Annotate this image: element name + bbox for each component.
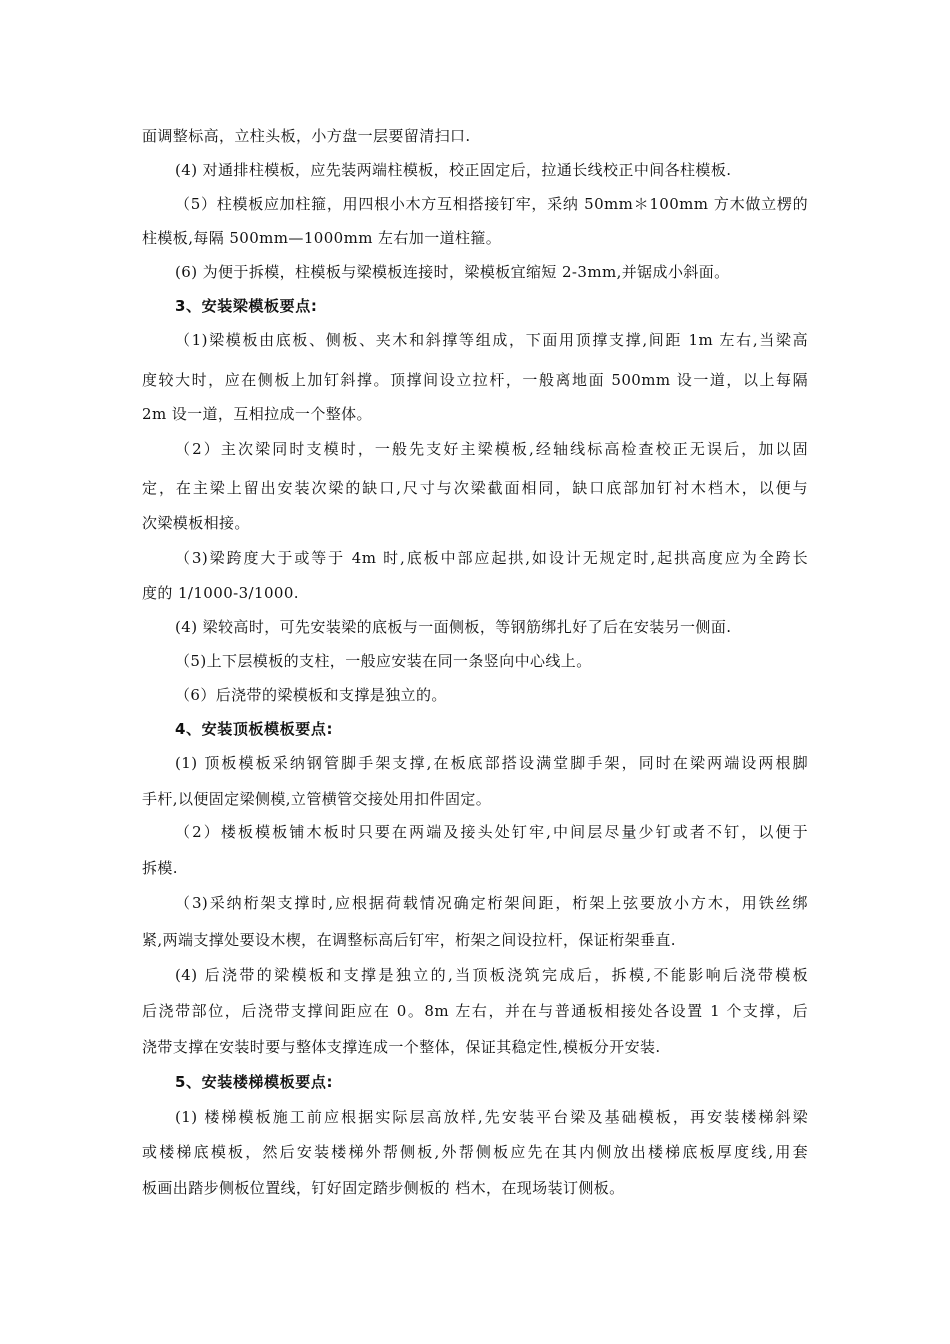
text-line: (4) 后浇带的梁模板和支撑是独立的,当顶板浇筑完成后，拆模,不能影响后浇带模板 (175, 966, 808, 984)
text-line: 柱模板,每隔 500mm—1000mm 左右加一道柱箍。 (142, 229, 502, 247)
text-line: 后浇带部位，后浇带支撑间距应在 0。8m 左右，并在与普通板相接处各设置 1 个支撑，后 (142, 1002, 808, 1020)
section-heading: 4、安装顶板模板要点: (175, 720, 334, 738)
text-line: （2）主次梁同时支模时，一般先支好主梁模板,经轴线标高检查校正无误后，加以固 (175, 440, 808, 458)
text-line: 定，在主梁上留出安装次梁的缺口,尺寸与次梁截面相同，缺口底部加钉衬木档木，以便与 (142, 479, 808, 497)
text-line: 板画出踏步侧板位置线，钉好固定踏步侧板的 档木，在现场装订侧板。 (142, 1179, 625, 1197)
text-line: 手杆,以便固定梁侧模,立管横管交接处用扣件固定。 (142, 790, 492, 808)
section-heading: 3、安装梁模板要点: (175, 297, 318, 315)
text-line: 拆模. (142, 859, 178, 877)
text-line: (6) 为便于拆模，柱模板与梁模板连接时，梁模板宜缩短 2-3mm,并锯成小斜面。 (175, 263, 730, 281)
text-line: 或楼梯底模板，然后安装楼梯外帮侧板,外帮侧板应先在其内侧放出楼梯底板厚度线,用套 (142, 1143, 808, 1161)
text-line: （3)梁跨度大于或等于 4m 时,底板中部应起拱,如设计无规定时,起拱高度应为全跨长 (175, 549, 808, 567)
text-line: (1) 顶板模板采纳钢管脚手架支撑,在板底部搭设满堂脚手架，同时在梁两端设两根脚 (175, 754, 808, 772)
text-line: （1)梁模板由底板、侧板、夹木和斜撑等组成，下面用顶撑支撑,间距 1m 左右,当梁高 (175, 331, 808, 349)
text-line: (1) 楼梯模板施工前应根据实际层高放样,先安装平台梁及基础模板，再安装楼梯斜梁 (175, 1108, 808, 1126)
text-line: 紧,两端支撑处要设木楔，在调整标高后钉牢，桁架之间设拉杆，保证桁架垂直. (142, 931, 676, 949)
text-line: （3)采纳桁架支撑时,应根据荷载情况确定桁架间距，桁架上弦要放小方木，用铁丝绑 (175, 894, 808, 912)
text-line: （2）楼板模板铺木板时只要在两端及接头处钉牢,中间层尽量少钉或者不钉，以便于 (175, 823, 808, 841)
text-line: 2m 设一道，互相拉成一个整体。 (142, 405, 372, 423)
text-line: （5)上下层模板的支柱，一般应安装在同一条竖向中心线上。 (175, 652, 592, 670)
text-line: 浇带支撑在安装时要与整体支撑连成一个整体，保证其稳定性,模板分开安装. (142, 1038, 661, 1056)
text-line: (4) 梁较高时，可先安装梁的底板与一面侧板，等钢筋绑扎好了后在安装另一侧面. (175, 618, 732, 636)
section-heading: 5、安装楼梯模板要点: (175, 1073, 334, 1091)
text-line: 度较大时，应在侧板上加钉斜撑。顶撑间设立拉杆，一般离地面 500mm 设一道，以上每隔 (142, 371, 808, 389)
text-line: 面调整标高，立柱头板，小方盘一层要留清扫口. (142, 127, 471, 145)
text-line: (4) 对通排柱模板，应先装两端柱模板，校正固定后，拉通长线校正中间各柱模板. (175, 161, 732, 179)
text-line: （6）后浇带的梁模板和支撑是独立的。 (175, 686, 447, 704)
text-line: （5）柱模板应加柱箍，用四根小木方互相搭接钉牢，采纳 50mm＊100mm 方木做立楞的 (175, 195, 808, 213)
text-line: 次梁模板相接。 (142, 514, 250, 532)
text-line: 度的 1/1000-3/1000. (142, 584, 299, 602)
